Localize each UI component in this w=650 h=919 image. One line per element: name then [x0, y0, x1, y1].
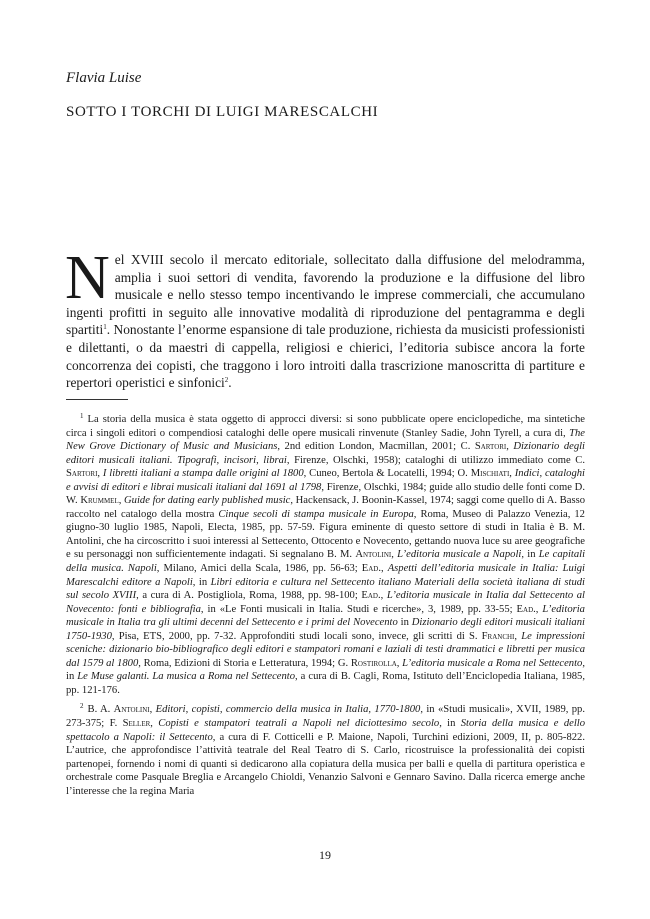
- note-text: , in: [66, 657, 585, 683]
- footnote-2: [66, 700, 585, 798]
- note-text: , in «Studi musicali», XVII, 1989, pp. 273-375; F.: [66, 704, 585, 730]
- cited-author: Franchi: [481, 630, 515, 642]
- cited-author: Krummel: [80, 495, 119, 507]
- cited-title: Storia della musica e dello spettacolo a Napoli: il Settecento: [66, 718, 586, 743]
- cited-author: Sartori: [474, 441, 507, 453]
- note-text: B. A.: [87, 704, 114, 716]
- note-text: , Roma, Edizioni di Storia e Letteratura, 1994; G.: [138, 657, 351, 669]
- cited-author: Antolini: [113, 704, 150, 716]
- cited-title: Dizionario degli editori musicali italiani 1750-1930: [66, 617, 585, 642]
- drop-cap: N: [65, 244, 110, 312]
- author-name: Flavia Luise: [66, 70, 142, 86]
- note-text: ,: [150, 718, 159, 730]
- cited-author: Seller: [122, 718, 151, 730]
- note-text: , Hackensack, J. Boonin-Kassel, 1974; saggi come quello di A. Basso raccolto nel catalogo della mostra: [66, 495, 585, 520]
- page-number: 19: [319, 848, 331, 862]
- note-text: in: [397, 617, 412, 629]
- paragraph-text-end: . Nonostante l’enorme espansione di tale produzione, richiesta da musicisti professionisti e dilettanti, o da maestri di cappella, religiosi e chierici, l’editoria subisce ancora la forte concorrenza dei copisti, che traggono i loro introiti dalla trascrizione manoscritta di partiture e repertori operistici e sinfonici: [66, 322, 585, 391]
- cited-author: Ead.: [361, 590, 381, 602]
- cited-author: Ead.: [361, 563, 381, 575]
- cited-title: The New Grove Dictionary of Music and Musicians: [66, 427, 585, 453]
- note-text: , Firenze, Olschki, 1958); cataloghi di utilizzo immediato come C.: [286, 454, 585, 466]
- cited-title: Libri editoria e cultura nel Settecento italiano Materiali della società italiana di studi sul secolo XVIII: [66, 576, 585, 602]
- note-text: ,: [509, 468, 515, 480]
- note-text: , Roma, Museo di Palazzo Venezia, 12 giugno-30 luglio 1985, Napoli, Electa, 1985, pp. 57-59. Figura eminente di questo settore di studi in Italia è B. M. Antolini, che ha circoscritto i suoi interessi al Settecento, Ottocento e Novecento, gettando nuova luce su aree geografiche e su personaggi non sufficientemente indagati. Si segnalano B. M.: [66, 508, 585, 561]
- footnote-1: [66, 410, 585, 697]
- cited-author: Antolini: [355, 549, 392, 561]
- note-text: , in: [521, 549, 539, 561]
- note-text: , a cura di A. Postigliola, Roma, 1988, pp. 98-100;: [136, 590, 362, 602]
- note-text: La storia della musica è stata oggetto di approcci diversi: si sono pubblicate opere enciclopediche, ma sintetiche circa i singoli editori o compendiosi cataloghi delle opere musicali rinvenute (Stanley Sadie, John Tyrell, a cura di,: [66, 414, 585, 439]
- footnote-number: 2: [80, 702, 84, 711]
- cited-title: Le capitali della musica. Napoli: [66, 549, 586, 575]
- cited-author: Mischiati: [470, 468, 510, 480]
- cited-title: L’editoria musicale in Italia tra gli ultimi decenni del Settecento e i primi del Novecento: [66, 603, 585, 629]
- footnote-ref-2[interactable]: 2: [224, 376, 229, 385]
- cited-title: Guide for dating early published music: [124, 495, 291, 507]
- cited-author: Rostirolla: [350, 657, 397, 669]
- cited-title: L’editoria musicale a Napoli: [397, 549, 522, 561]
- cited-title: Indici, cataloghi e avvisi di editori e librai musicali italiani dal 1691 al 1798: [66, 468, 586, 493]
- note-text: ,: [381, 563, 388, 575]
- note-text: ,: [97, 468, 103, 480]
- paragraph-text-start: el XVIII secolo il mercato editoriale, sollecitato dalla diffusione del melodramma, amplia i suoi settori di vendita, favorendo la produzione e la diffusione del libro musicale e nello stesso tempo incentivando le imprese commerciali, che accumulano ingenti profitti in seguito alle innovative modalità di riproduzione del pentagramma e degli spartiti: [66, 252, 585, 338]
- note-text: , a cura di F. Cotticelli e P. Maione, Napoli, Turchini edizioni, 2009, II, p. 805-822. L’autrice, che approfondisce l’attività teatrale del Real Teatro di S. Carlo, ricostruisce la professionalità dei copisti partenopei, fornendo i nomi di quanti si dedicarono alla copiatura della musica per balli e quella di partitura operistica e orchestrale come Pasquale Breglia e Arcangelo Chioldi, Venanzio Salvoni e Gennaro Savino. Dalla ricerca emerge anche l’interesse che la regina Maria: [66, 731, 585, 797]
- note-text: , 2nd edition London, Macmillan, 2001; C.: [277, 441, 475, 453]
- note-text: ,: [391, 549, 398, 561]
- note-text: , in: [192, 576, 211, 588]
- chapter-title: SOTTO I TORCHI DI LUIGI MARESCALCHI: [66, 104, 379, 120]
- cited-title: I libretti italiani a stampa dalle origini al 1800: [102, 468, 304, 480]
- note-text: ,: [149, 704, 156, 716]
- cited-title: Cinque secoli di stampa musicale in Europa: [218, 508, 414, 520]
- footnotes: [66, 410, 585, 801]
- footnote-separator: [66, 399, 128, 400]
- note-text: , in «Le Fonti musicali in Italia. Studi e ricerche», 3, 1989, pp. 33-55;: [200, 603, 517, 615]
- note-text: , Pisa, ETS, 2000, pp. 7-32. Approfonditi studi locali sono, invece, gli scritti di S.: [111, 630, 482, 642]
- cited-title: Aspetti dell’editoria musicale in Italia: Luigi Marescalchi editore a Napoli: [66, 563, 585, 588]
- note-text: , Firenze, Olschki, 1984; guide allo studio delle fonti come D. W.: [66, 481, 585, 507]
- cited-author: Ead.: [516, 603, 536, 615]
- cited-title: Le Muse galanti. La musica a Roma nel Settecento: [77, 671, 296, 683]
- cited-title: L’editoria musicale a Roma nel Settecento: [402, 657, 583, 669]
- cited-title: Le impressioni sceniche: dizionario bio-bibliografico degli editori e stampatori romani e laziali di testi drammatici e libretti per musica dal 1579 al 1800: [66, 630, 585, 669]
- cited-title: Copisti e stampatori teatrali a Napoli nel diciottesimo secolo: [158, 718, 440, 730]
- note-text: ,: [535, 603, 543, 615]
- note-text: , Cuneo, Bertola & Locatelli, 1994; O.: [303, 468, 471, 480]
- cited-title: L’editoria musicale in Italia dal Settecento al Novecento: fonti e bibliografia: [66, 590, 586, 615]
- note-text: , Milano, Amici della Scala, 1986, pp. 56-63;: [156, 563, 362, 575]
- note-text: , in: [439, 718, 461, 730]
- note-text: ,: [506, 441, 514, 453]
- note-text: , a cura di B. Cagli, Roma, Istituto dell’Enciclopedia Italiana, 1985, pp. 121-176.: [66, 671, 586, 696]
- note-text: ,: [380, 590, 387, 602]
- paragraph-text-tail: .: [228, 375, 232, 391]
- cited-title: Editori, copisti, commercio della musica in Italia, 1770-1800: [155, 704, 421, 716]
- footnote-number: 1: [80, 412, 84, 420]
- note-text: ,: [396, 657, 403, 669]
- cited-title: Dizionario degli editori musicali italiani. Tipografi, incisori, librai: [66, 441, 586, 466]
- footnote-ref-1[interactable]: 1: [103, 323, 107, 332]
- note-text: ,: [514, 630, 522, 642]
- note-text: ,: [118, 495, 125, 507]
- cited-author: Sartori: [66, 468, 98, 480]
- body-paragraph: [65, 244, 585, 392]
